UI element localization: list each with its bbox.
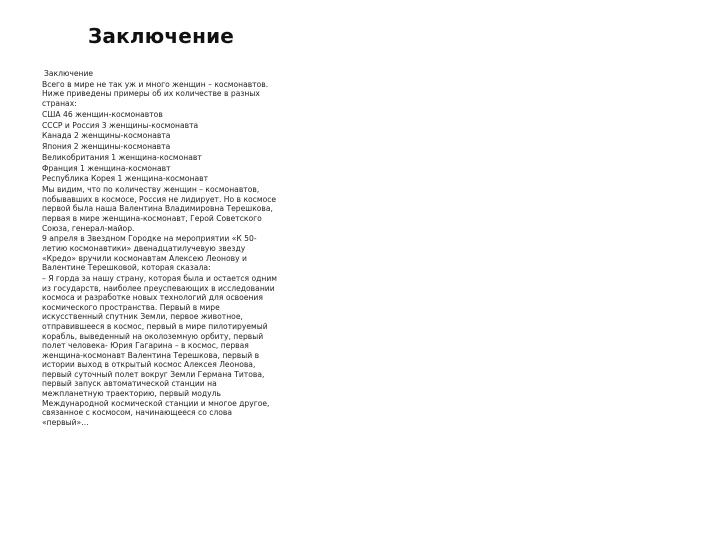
slide-title: Заключение [88,24,235,48]
slide-body [42,69,278,429]
country-line-korea: Республика Корея 1 женщина-космонавт [42,174,208,184]
award-paragraph: 9 апреля в Звездном Городке на мероприятии «К 50- летию космонавтики» двенадцатилучевую звезду «Кредо» вручили космонавтам Алексею Леонову и Валентине Терешковой, которая сказала: [42,234,257,273]
country-line-canada: Канада 2 женщины-космонавта [42,131,171,141]
tereshkova-paragraph: Мы видим, что по количеству женщин – космонавтов, побывавших в космосе, Россия не лидирует. Но в космосе первой была наша Валентина Владимировна Терешкова, первая в мире женщина-космонавт, Герой Советского Союза, генерал-майор. [42,185,277,233]
body-heading: Заключение [44,69,94,78]
intro-paragraph: Всего в мире не так уж и много женщин – космонавтов. Ниже приведены примеры об их количестве в разных странах: [42,79,269,108]
quote-paragraph: – Я горда за нашу страну, которая была и остается одним из государств, наиболее преуспевающих в исследовании космоса и разработке новых технологий для освоения космического пространства. Первый в мире искусственный спутник Земли, первое животное, отправившееся в космос, первый в мире пилотируемый корабль, выведенный на околоземную орбиту, первый полет человека- Юрия Гагарина – в космос, первая женщина-космонавт Валентина Терешкова, первый в истории выход в открытый космос Алексея Леонова, первый суточный полет вокруг Земли Германа Титова, первый запуск автоматической станции на межпланетную траекторию, первый модуль Международной космической станции и многое другое, связанное с космосом, начинающееся со слова «первый»… [42,273,277,427]
country-line-uk: Великобритания 1 женщина-космонавт [42,152,202,162]
country-line-japan: Япония 2 женщины-космонавта [42,142,171,152]
country-line-usa: США 46 женщин-космонавтов [42,109,163,119]
country-line-ussr-russia: СССР и Россия 3 женщины-космонавта [42,120,199,130]
country-line-france: Франция 1 женщина-космонавт [42,163,171,173]
